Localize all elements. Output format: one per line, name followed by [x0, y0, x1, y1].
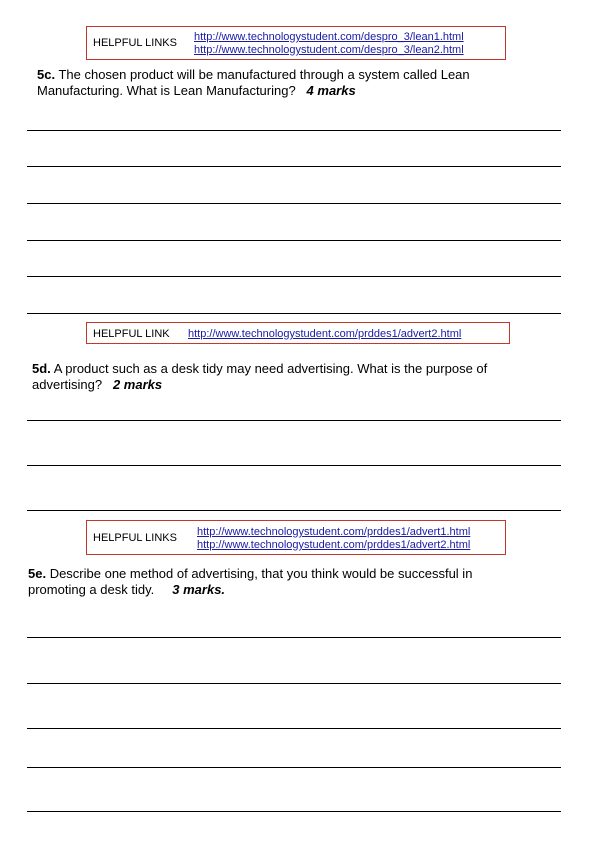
answer-line[interactable] [27, 130, 561, 131]
helpful-link-lean1[interactable]: http://www.technologystudent.com/despro_3/lean1.html [194, 31, 464, 43]
question-text: A product such as a desk tidy may need advertising. What is the purpose of advertising? [32, 361, 488, 392]
answer-line[interactable] [27, 728, 561, 729]
helpful-links-label: HELPFUL LINK [93, 328, 170, 340]
answer-line[interactable] [27, 510, 561, 511]
helpful-link-lean2[interactable]: http://www.technologystudent.com/despro_3/lean2.html [194, 44, 464, 56]
helpful-link-advert2[interactable]: http://www.technologystudent.com/prddes1/advert2.html [188, 328, 462, 340]
answer-line[interactable] [27, 683, 561, 684]
question-marks: 4 marks [306, 83, 356, 98]
answer-line[interactable] [27, 811, 561, 812]
question-marks: 2 marks [112, 377, 163, 392]
helpful-links-box-5d [86, 322, 510, 344]
answer-line[interactable] [27, 166, 561, 167]
question-number: 5e. [28, 566, 47, 581]
answer-line[interactable] [27, 276, 561, 277]
question-5d [32, 361, 532, 393]
question-5e [28, 566, 528, 598]
question-text: The chosen product will be manufactured through a system called Lean Manufacturing. What is Lean Manufacturing? [37, 67, 470, 98]
helpful-link-advert2[interactable]: http://www.technologystudent.com/prddes1/advert2.html [197, 539, 471, 551]
answer-line[interactable] [27, 767, 561, 768]
helpful-links-label: HELPFUL LINKS [93, 37, 177, 49]
helpful-links-box-5e [86, 520, 506, 555]
helpful-link-advert1[interactable]: http://www.technologystudent.com/prddes1/advert1.html [197, 526, 471, 538]
question-number: 5c. [37, 67, 56, 82]
answer-line[interactable] [27, 313, 561, 314]
answer-line[interactable] [27, 637, 561, 638]
question-marks: 3 marks. [172, 582, 226, 597]
helpful-links-label: HELPFUL LINKS [93, 532, 177, 544]
question-5c [37, 67, 537, 99]
question-number: 5d. [32, 361, 51, 376]
answer-line[interactable] [27, 240, 561, 241]
answer-line[interactable] [27, 465, 561, 466]
answer-line[interactable] [27, 203, 561, 204]
answer-line[interactable] [27, 420, 561, 421]
helpful-links-box-5c [86, 26, 506, 60]
question-text: Describe one method of advertising, that you think would be successful in promoting a desk tidy. [28, 566, 473, 597]
